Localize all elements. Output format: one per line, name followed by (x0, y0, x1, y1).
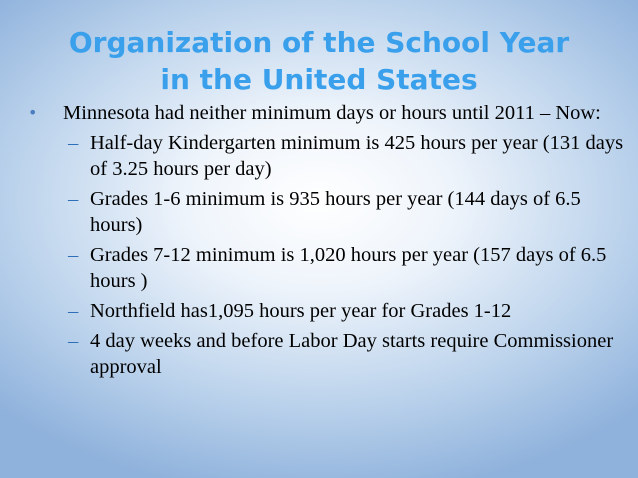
slide-title (0, 24, 638, 98)
dash-marker: – (68, 330, 79, 352)
sub-bullet-text: Grades 7-12 minimum is 1,020 hours per year (157 days of 6.5 hours ) (90, 244, 607, 292)
dash-marker: – (68, 244, 79, 266)
sub-bullet-text: 4 day weeks and before Labor Day starts require Commissioner approval (90, 330, 614, 378)
sub-bullet-text: Grades 1-6 minimum is 935 hours per year (144 days of 6.5 hours) (90, 188, 581, 236)
dash-marker: – (68, 300, 79, 322)
dash-marker: – (68, 132, 79, 154)
main-bullet (28, 100, 628, 126)
title-line-2: in the United States (160, 63, 478, 96)
sub-bullet (28, 328, 628, 380)
slide-body (28, 100, 628, 384)
sub-bullet (28, 186, 628, 238)
sub-bullet-text: Half-day Kindergarten minimum is 425 hours per year (131 days of 3.25 hours per day) (90, 132, 624, 180)
dash-marker: – (68, 188, 79, 210)
sub-bullet (28, 298, 628, 324)
title-line-1: Organization of the School Year (68, 26, 570, 59)
main-bullet-text: Minnesota had neither minimum days or hours until 2011 – Now: (63, 102, 601, 124)
sub-bullet (28, 242, 628, 294)
sub-bullet-text: Northfield has1,095 hours per year for Grades 1-12 (90, 300, 512, 322)
bullet-marker: • (28, 103, 38, 122)
sub-bullet (28, 130, 628, 182)
